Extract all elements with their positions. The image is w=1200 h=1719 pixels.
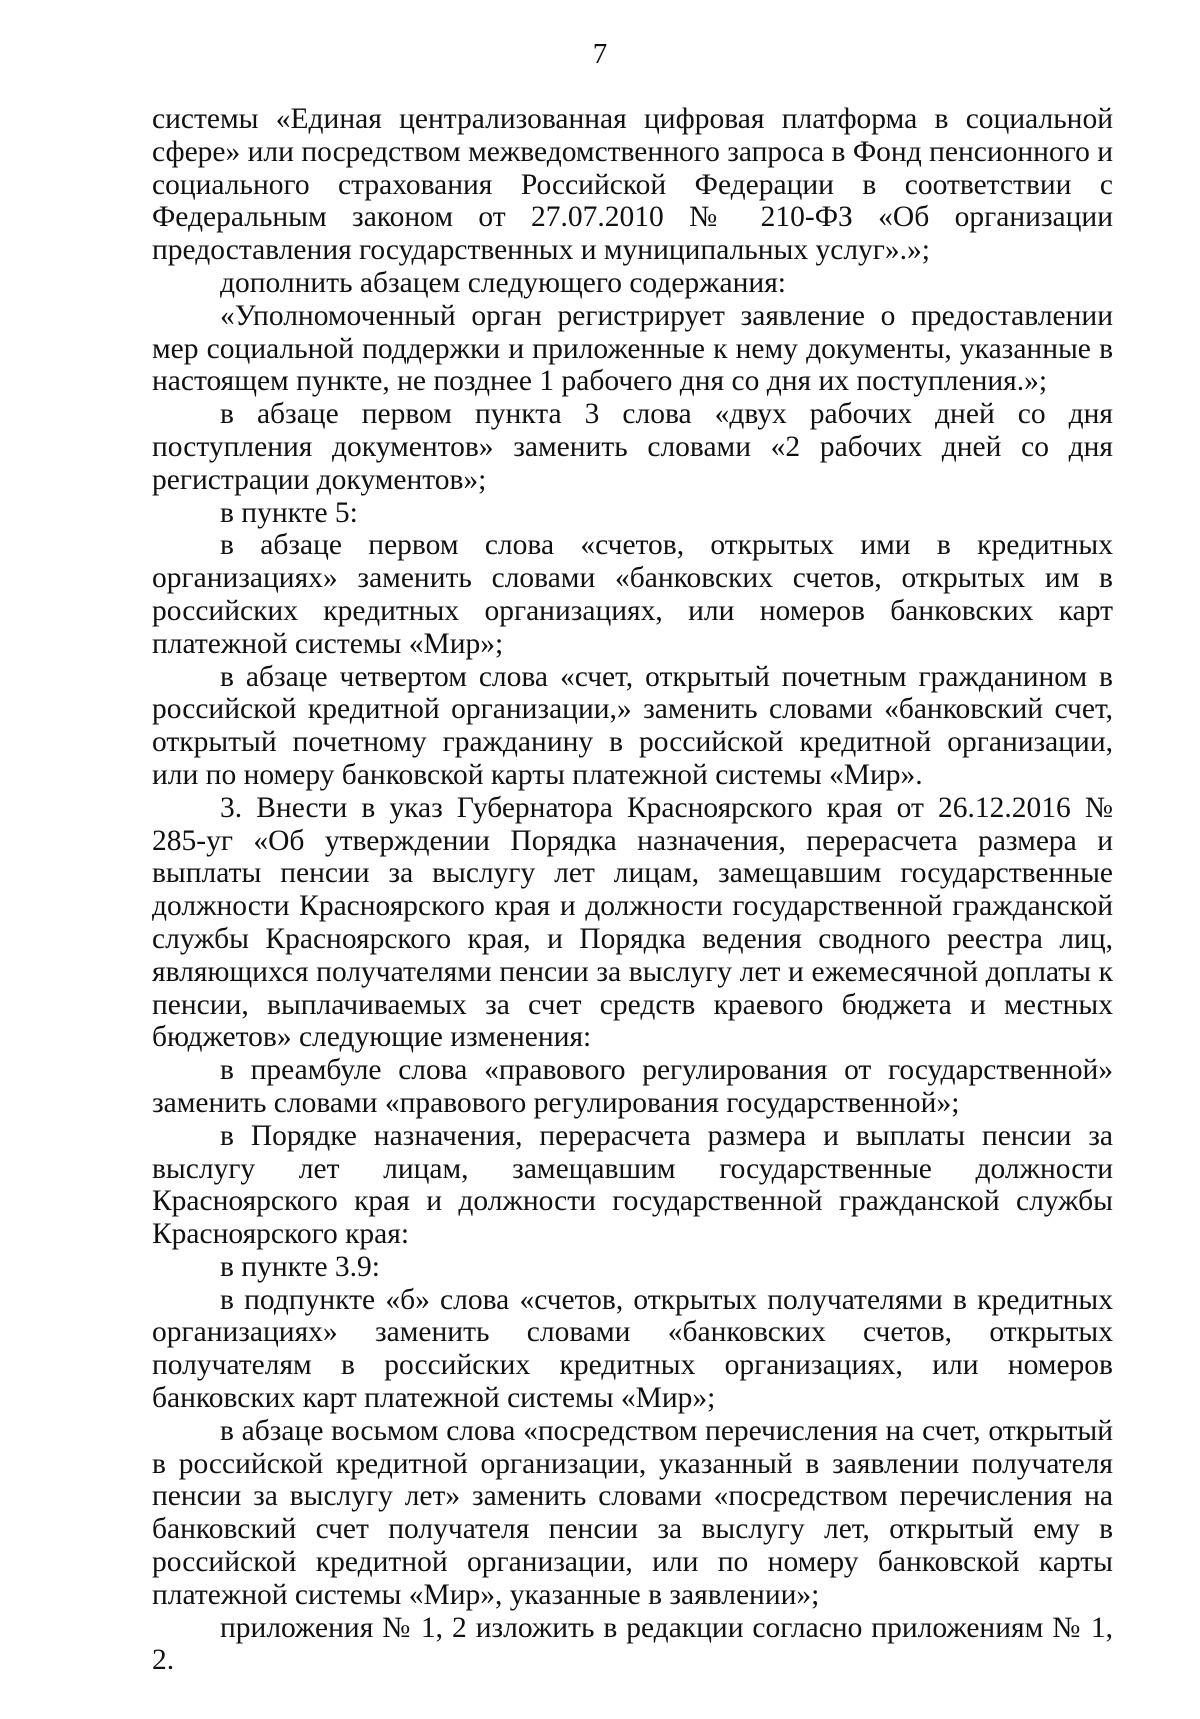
paragraph: в подпункте «б» слова «счетов, открытых получателями в кредитных организациях» заменить словами «банковских счетов, открытых получателям в российских кредитных организациях, или номеров банковских карт платежной системы «Мир»; — [152, 1283, 1113, 1415]
paragraph: «Уполномоченный орган регистрирует заявление о предоставлении мер социальной поддержки и приложенные к нему документы, указанные в настоящем пункте, не позднее 1 рабочего дня со дня их поступления.»; — [152, 299, 1113, 398]
paragraph: в Порядке назначения, перерасчета размера и выплаты пенсии за выслугу лет лицам, замещавшим государственные должности Красноярского края и должности государственной гражданской службы Красноярского края: — [152, 1119, 1113, 1251]
paragraph-continuation: системы «Единая централизованная цифровая платформа в социальной сфере» или посредством межведомственного запроса в Фонд пенсионного и социального страхования Российской Федерации в соответствии с Федеральным законом от 27.07.2010 № 210-ФЗ «Об организации предоставления государственных и муниципальных услуг».»; — [152, 103, 1113, 267]
paragraph: в абзаце восьмом слова «посредством перечисления на счет, открытый в российской кредитной организации, указанный в заявлении получателя пенсии за выслугу лет» заменить словами «посредством перечисления на банковский счет получателя пенсии за выслугу лет, открытый ему в российской кредитной организации, или по номеру банковской карты платежной системы «Мир», указанные в заявлении»; — [152, 1414, 1113, 1611]
paragraph: в абзаце первом пункта 3 слова «двух рабочих дней со дня поступления документов» заменить словами «2 рабочих дней со дня регистрации документов»; — [152, 398, 1113, 496]
paragraph: в абзаце первом слова «счетов, открытых ими в кредитных организациях» заменить словами «банковских счетов, открытых им в российских кредитных организациях, или номеров банковских карт платежной системы «Мир»; — [152, 529, 1113, 660]
paragraph: дополнить абзацем следующего содержания: — [220, 266, 786, 299]
paragraph: в преамбуле слова «правового регулирования от государственной» заменить словами «правового регулирования государственной»; — [152, 1054, 1113, 1119]
paragraph: в пункте 3.9: — [220, 1250, 381, 1283]
paragraph: в абзаце четвертом слова «счет, открытый почетным гражданином в российской кредитной организации,» заменить словами «банковский счет, открытый почетному гражданину в российской кредитной организации, или по номеру банковской карты платежной системы «Мир». — [152, 660, 1113, 791]
paragraph: приложения № 1, 2 изложить в редакции согласно приложениям № 1, 2. — [152, 1611, 1113, 1677]
paragraph: 3. Внести в указ Губернатора Красноярского края от 26.12.2016 № 285-уг «Об утверждении Порядка назначения, перерасчета размера и выплаты пенсии за выслугу лет лицам, замещавшим государственные должности Красноярского края и должности государственной гражданской службы Красноярского края, и Порядка ведения сводного реестра лиц, являющихся получателями пенсии за выслугу лет и ежемесячной доплаты к пенсии, выплачиваемых за счет средств краевого бюджета и местных бюджетов» следующие изменения: — [152, 791, 1113, 1054]
page-number: 7 — [592, 38, 608, 70]
paragraph: в пункте 5: — [220, 496, 358, 529]
document-body — [152, 103, 1113, 1677]
